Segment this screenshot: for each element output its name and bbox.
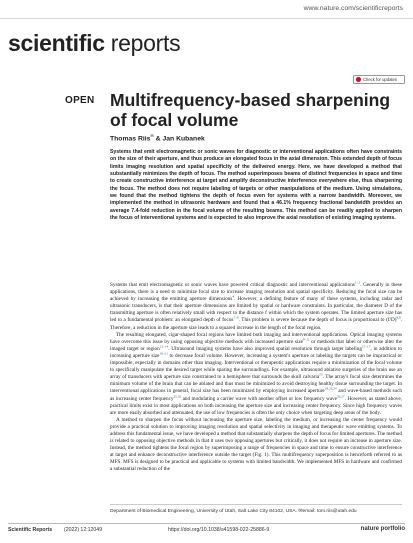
citation-ref[interactable]: 1–3 bbox=[354, 280, 360, 285]
author-name-second[interactable]: & Jan Kubanek bbox=[153, 135, 205, 143]
citation-ref[interactable]: 19,23,24 bbox=[324, 386, 337, 391]
update-badge-icon bbox=[356, 77, 361, 82]
check-updates-label: Check for updates bbox=[363, 77, 397, 82]
citation-ref[interactable]: 26,27 bbox=[336, 393, 345, 398]
article-title: Multifrequency-based sharpening of focal volume bbox=[110, 90, 391, 130]
check-for-updates-button[interactable] bbox=[353, 75, 405, 84]
footer-journal: Scientific Reports bbox=[8, 527, 53, 533]
citation-ref[interactable]: 25,26 bbox=[173, 393, 182, 398]
citation-ref[interactable]: 4 bbox=[232, 294, 235, 299]
citation-ref[interactable]: 9–11 bbox=[302, 337, 310, 342]
paragraph-1: Systems that emit electromagnetic or sonic waves have powered critical diagnostic and interventional applications$^{1-3}$. Generally in these applications, there is a need to minimize focal size to increase imaging resolution and spatial specificity. Reducing the focal size can be achieved by increasing the emitting aperture dimensions$^4$. However, a defining feature of many of these systems, including radar and ultrasonic transducers, is that their aperture dimensions are limited by spatial or hardware constraints. In particular, the diameter D of the transmitting aperture is often relatively small with respect to the distance f within which the system operates. The limited aperture size has led to a fundamental problem: an elongated depth of focus$^{5-8}$. This problem is severe because the depth of focus is proportional to $(f/D)^{8,9}$. Therefore, a reduction in the aperture size leads to a squared increase in the length of the focal region. bbox=[110, 280, 402, 331]
publisher-logo: nature portfolio bbox=[360, 526, 405, 532]
affiliation: Department of Biomedical Engineering, University of Utah, Salt Lake City 84102, USA. ✉email: tom.riis@utah.edu bbox=[110, 504, 402, 514]
paragraph-2: The resulting elongated, cigar-shaped focal regions have limited both imaging and interventional applications. Optical imaging systems have overcome this issue by using opposing objective methods with increased aperture size$^{9-11}$ or methods that label or otherwise alter the imaged target or region$^{12-14}$. Ultrasound imaging systems have also improved spatial resolution through target labeling$^{15-17}$, in addition to increasing aperture size$^{18-21}$ to decrease focal volume. However, increasing a system's aperture or labeling the targets can be impractical or impossible, especially in domains other than imaging. Interventional or therapeutic applications require a minimization of the focal volume to specifically manipulate the desired target while sparing the surroundings. For example, ultrasound ablative surgeries of the brain use an array of transducers with aperture size constrained to a hemisphere that surrounds the skull calvaria$^{23}$. The array's focal size determines the minimum volume of the brain that can be ablated and thus must be minimized to avoid destroying healthy tissue surrounding the target. In interventional applications in general, focal size has been minimized by employing increased aperture$^{19,23,24}$ and wave-based methods such as increasing center frequency$^{25,26}$ and modulating a carrier wave with another offset or low frequency wave$^{26,27}$. However, as stated above, practical limits exist in most applications on both increasing the aperture size and increasing center frequency. Since high frequency waves are more easily absorbed and attenuated, the use of low frequencies is often the only choice when targeting deep areas of the body. bbox=[110, 331, 402, 416]
top-bar bbox=[0, 0, 413, 19]
author-name[interactable]: Thomas Riis bbox=[110, 135, 151, 143]
site-url[interactable]: www.nature.com/scientificreports bbox=[303, 5, 403, 12]
page-footer bbox=[8, 523, 405, 536]
citation-ref[interactable]: 23 bbox=[319, 372, 323, 377]
journal-name-regular: reports bbox=[104, 30, 181, 56]
abstract: Systems that emit electromagnetic or sonic waves for diagnostic or interventional applications often have constraints on the size of their aperture, and thus produce an elongated focus in the axial dimension. This extended depth of focus limits imaging resolution and spatial specificity of the delivered energy. Here, we have developed a method that substantially minimizes the depth of focus. The method superimposes beams of distinct frequencies in space and time to create constructive interference at target and amplify deconstructive interference everywhere else, thus sharpening the focus. The method does not require labeling of targets or other manipulations of the medium. Using simulations, we found that the method tightens the depth of focus even for systems with a narrow bandwidth. Moreover, we implemented the method in ultrasonic hardware and found that a 46.1% frequency fractional bandwidth provides an average 7.4-fold reduction in the focal volume of the resulting beams. This method can be readily applied to sharpen the focus of interventional systems and is expected to also improve the axial resolution of existing imaging systems. bbox=[110, 149, 402, 222]
journal-name-bold: scientific bbox=[8, 30, 105, 56]
author-list bbox=[110, 133, 205, 142]
article-body bbox=[110, 282, 402, 474]
footer-doi-link[interactable]: https://doi.org/10.1038/s41598-022-25886-9 bbox=[168, 527, 270, 533]
citation-ref[interactable]: 12–14 bbox=[159, 344, 169, 349]
journal-logo[interactable] bbox=[8, 30, 180, 57]
email-icon[interactable]: ✉ bbox=[150, 133, 154, 138]
citation-ref[interactable]: 8,9 bbox=[396, 315, 401, 320]
citation-ref[interactable]: 15–17 bbox=[361, 344, 371, 349]
paragraph-3: A method to sharpen the focus without increasing the aperture size, labeling the medium, or increasing the center frequency would provide a practical solution to improving imaging resolution and spatial selectivity in imaging and therapeutic wave emitting systems. To address this fundamental issue, we have developed a method that substantially sharpens the depth of focus for limited apertures. The method is related to opposing objective methods in that it uses two opposing apertures but critically, it does not require an increase in aperture size. Instead, the method tightens the focal region by superimposing a range of frequencies in space and time to ensure constructive interference at target and enhance deconstructive interference outside the target (Fig. 1). This multifrequency superposition is henceforth referred to as MFS. MFS is designed to be practical and applicable to systems with limited bandwidth. We implemented MFS in hardware and confirmed a substantial reduction of the bbox=[110, 416, 402, 473]
citation-ref[interactable]: 18–21 bbox=[159, 351, 168, 356]
footer-citation: (2022) 12:12049 bbox=[64, 527, 103, 533]
open-access-label: OPEN bbox=[65, 95, 95, 106]
citation-ref[interactable]: 5–8 bbox=[233, 315, 239, 320]
